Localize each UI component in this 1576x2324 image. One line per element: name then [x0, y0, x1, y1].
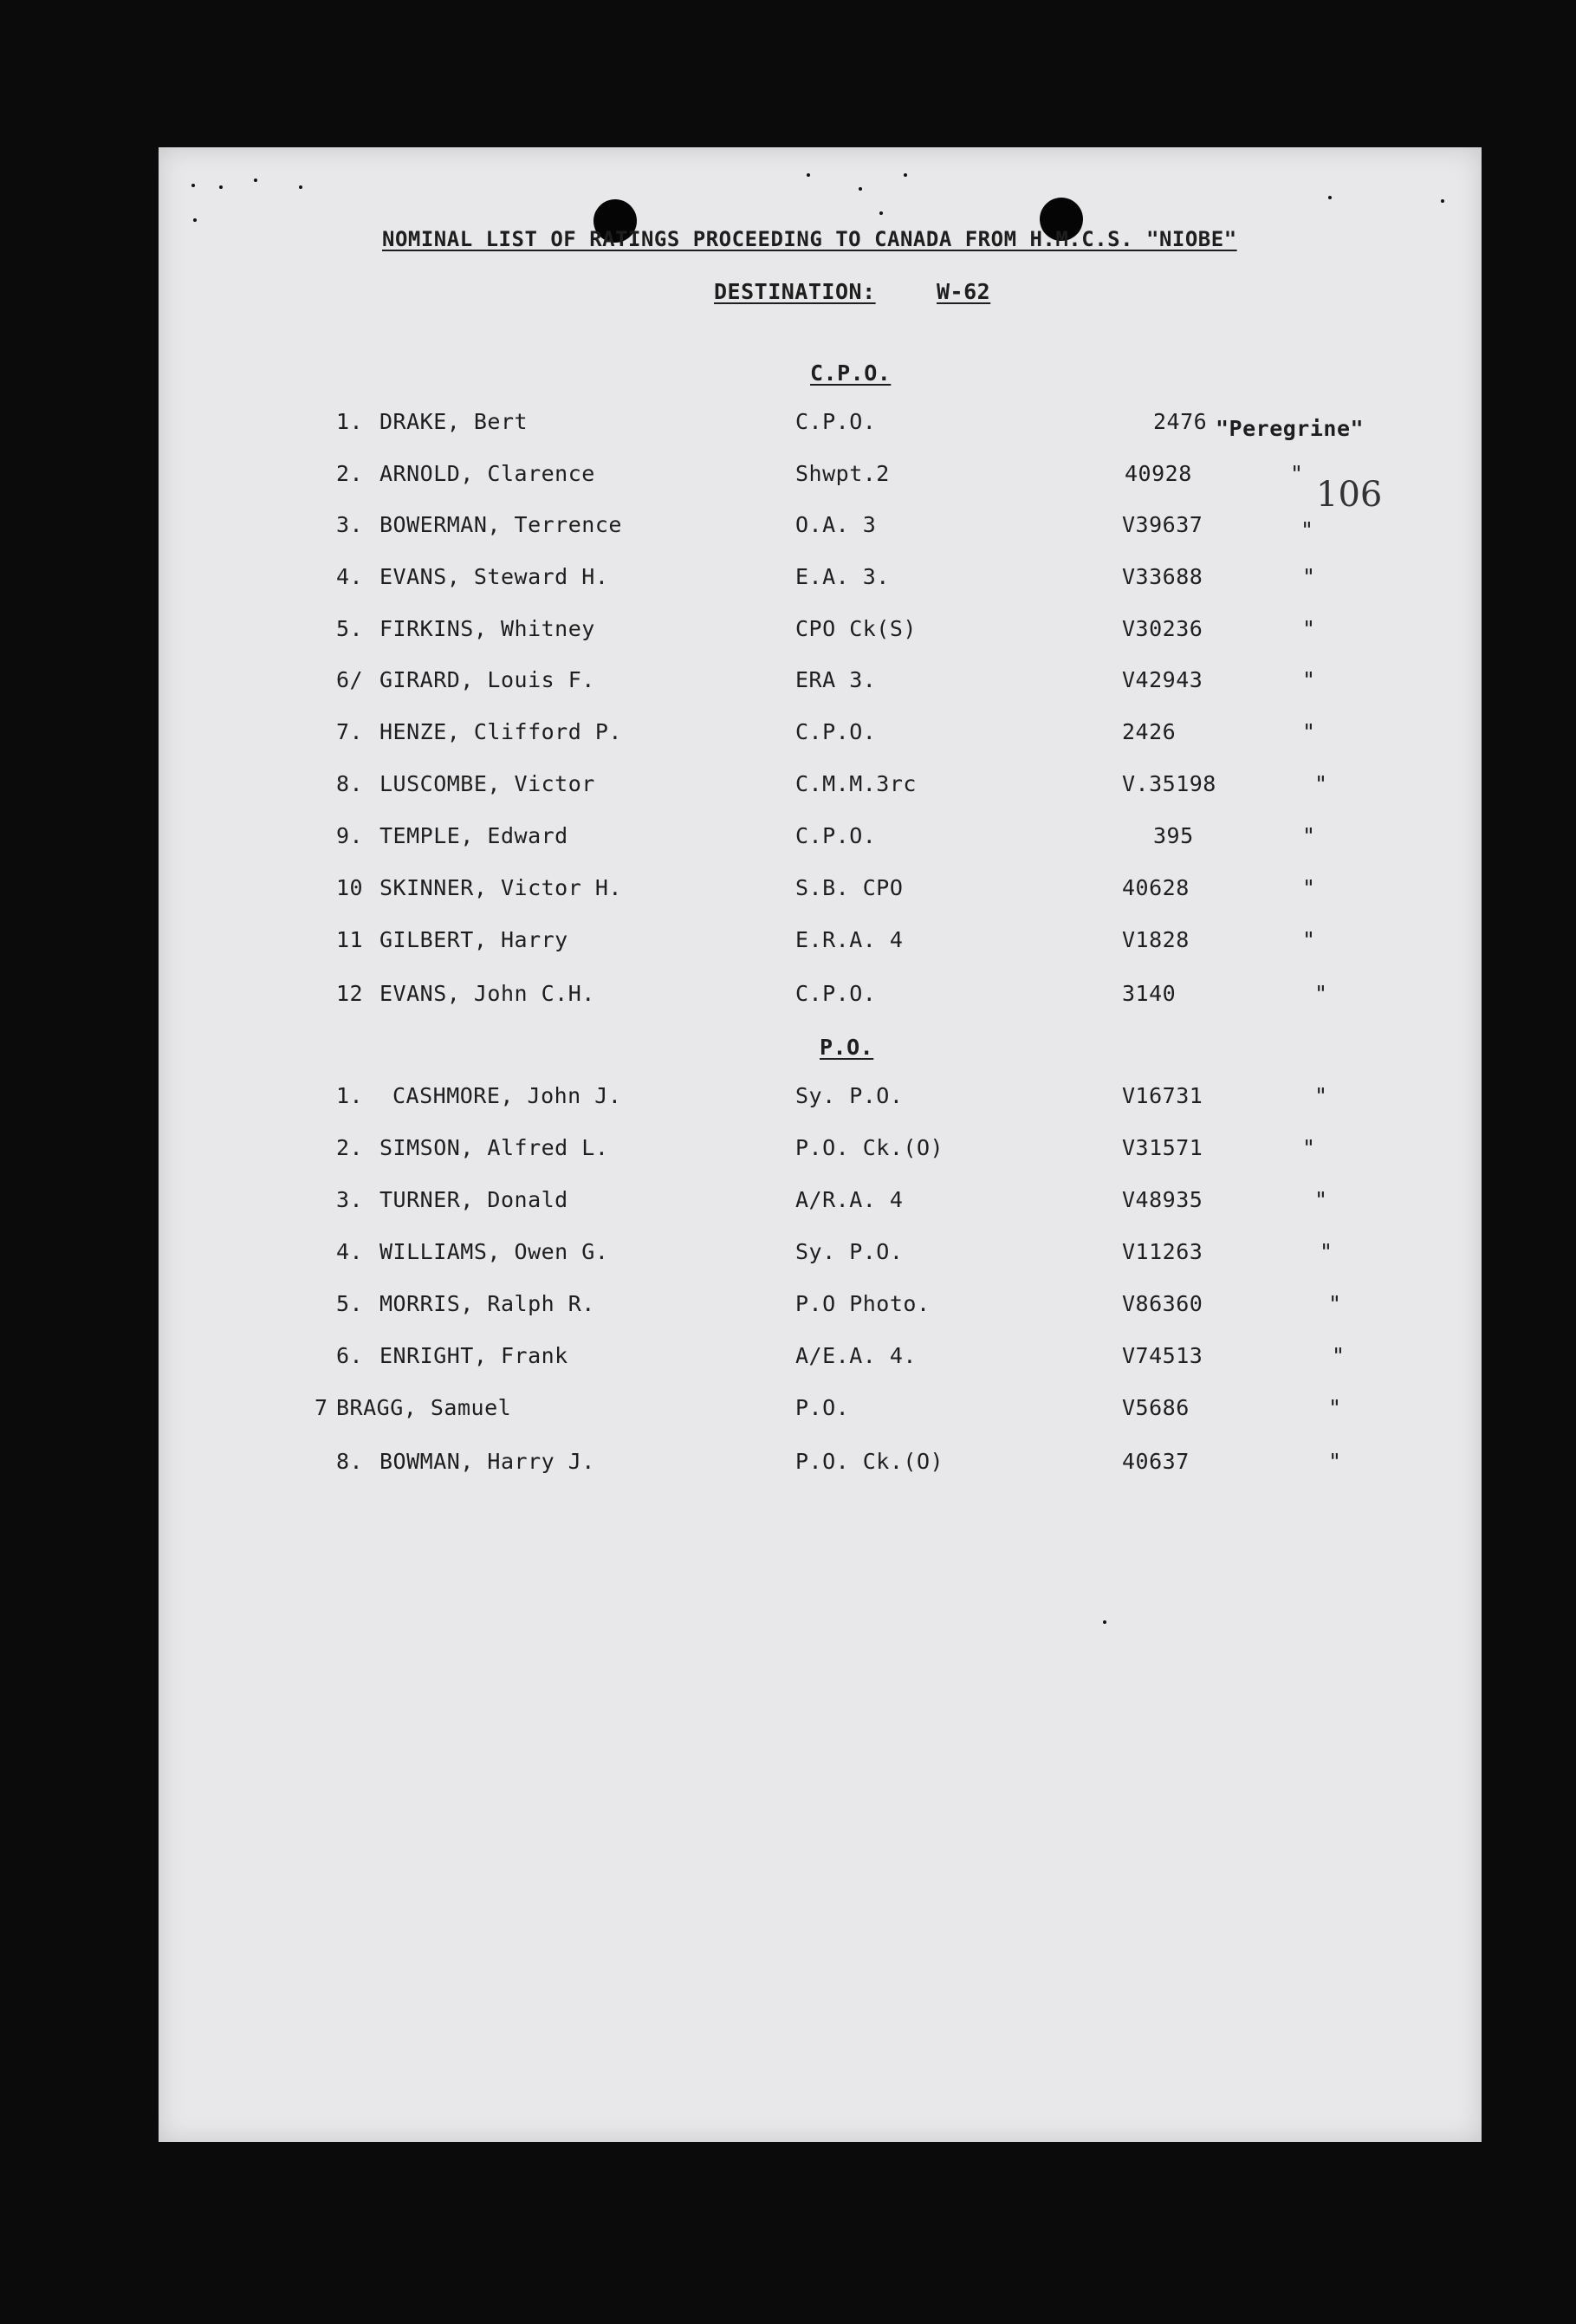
- item-ship: ": [1314, 1083, 1328, 1108]
- speck: [859, 187, 862, 191]
- item-official-number: V86360: [1122, 1291, 1203, 1316]
- item-number: 2.: [336, 1135, 364, 1160]
- item-rating: P.O Photo.: [795, 1291, 931, 1316]
- item-number: 6.: [336, 1343, 364, 1368]
- item-official-number: 40637: [1122, 1449, 1190, 1474]
- item-number: 4.: [336, 564, 364, 589]
- item-ship: ": [1320, 1239, 1333, 1264]
- item-rating: C.M.M.3rc: [795, 771, 917, 796]
- speck: [904, 173, 907, 177]
- item-number: 11: [336, 927, 364, 952]
- item-ship: ": [1302, 1135, 1316, 1160]
- item-name: ENRIGHT, Frank: [379, 1343, 568, 1368]
- item-name: GIRARD, Louis F.: [379, 667, 595, 692]
- item-official-number: V42943: [1122, 667, 1203, 692]
- item-rating: A/R.A. 4: [795, 1187, 904, 1212]
- list-item: [159, 771, 1482, 806]
- item-ship: ": [1328, 1395, 1342, 1420]
- item-official-number: V.35198: [1122, 771, 1216, 796]
- item-name: FIRKINS, Whitney: [379, 616, 595, 641]
- item-official-number: V5686: [1122, 1395, 1190, 1420]
- item-name: HENZE, Clifford P.: [379, 719, 622, 744]
- speck: [807, 173, 810, 177]
- speck: [1328, 196, 1332, 199]
- item-number: 2.: [336, 461, 364, 486]
- item-ship: ": [1302, 927, 1316, 952]
- item-name: GILBERT, Harry: [379, 927, 568, 952]
- speck: [299, 185, 302, 189]
- item-number: 7: [315, 1395, 328, 1420]
- item-name: EVANS, Steward H.: [379, 564, 609, 589]
- list-item: [159, 823, 1482, 858]
- list-item: [159, 927, 1482, 962]
- speck: [191, 184, 195, 187]
- item-number: 10: [336, 875, 364, 900]
- item-rating: P.O.: [795, 1395, 850, 1420]
- section-heading-po: P.O.: [820, 1035, 874, 1060]
- list-item: [159, 1449, 1482, 1483]
- item-official-number: V30236: [1122, 616, 1203, 641]
- item-rating: P.O. Ck.(O): [795, 1135, 944, 1160]
- item-official-number: V33688: [1122, 564, 1203, 589]
- item-number: 4.: [336, 1239, 364, 1264]
- list-item: [159, 616, 1482, 651]
- list-item: [159, 564, 1482, 599]
- item-name: TURNER, Donald: [379, 1187, 568, 1212]
- item-rating: E.R.A. 4: [795, 927, 904, 952]
- item-rating: S.B. CPO: [795, 875, 904, 900]
- item-name: CASHMORE, John J.: [392, 1083, 622, 1108]
- item-official-number: 40928: [1125, 461, 1192, 486]
- destination-label: DESTINATION:: [714, 279, 876, 304]
- item-rating: C.P.O.: [795, 823, 877, 848]
- list-item: [159, 1239, 1482, 1274]
- item-ship: ": [1302, 564, 1316, 589]
- item-official-number: 2476: [1153, 409, 1208, 434]
- list-item: [159, 461, 1482, 496]
- list-item: [159, 667, 1482, 702]
- item-ship: ": [1302, 667, 1316, 692]
- item-number: 12: [336, 981, 364, 1006]
- item-rating: Sy. P.O.: [795, 1083, 904, 1108]
- item-ship: ": [1302, 823, 1316, 848]
- item-number: 7.: [336, 719, 364, 744]
- item-ship: ": [1290, 461, 1304, 486]
- item-rating: CPO Ck(S): [795, 616, 917, 641]
- item-official-number: V16731: [1122, 1083, 1203, 1108]
- item-rating: A/E.A. 4.: [795, 1343, 917, 1368]
- item-ship: "Peregrine": [1216, 416, 1365, 441]
- item-ship: ": [1328, 1449, 1342, 1474]
- item-number: 6/: [336, 667, 364, 692]
- speck: [1103, 1620, 1106, 1624]
- speck: [219, 185, 223, 189]
- document-title: NOMINAL LIST OF RATINGS PROCEEDING TO CANADA FROM H.M.C.S. "NIOBE": [382, 227, 1237, 251]
- item-ship: ": [1314, 771, 1328, 796]
- item-rating: C.P.O.: [795, 719, 877, 744]
- item-number: 5.: [336, 616, 364, 641]
- item-official-number: 3140: [1122, 981, 1177, 1006]
- item-name: WILLIAMS, Owen G.: [379, 1239, 609, 1264]
- item-rating: E.A. 3.: [795, 564, 890, 589]
- list-item: [159, 409, 1482, 444]
- list-item: [159, 1395, 1482, 1430]
- section-heading-cpo: C.P.O.: [810, 360, 892, 386]
- item-name: BRAGG, Samuel: [336, 1395, 512, 1420]
- list-item: [159, 512, 1482, 547]
- speck: [1441, 199, 1444, 203]
- item-number: 3.: [336, 1187, 364, 1212]
- item-ship: ": [1332, 1343, 1346, 1368]
- list-item: [159, 1291, 1482, 1326]
- speck: [193, 218, 197, 222]
- item-official-number: V31571: [1122, 1135, 1203, 1160]
- item-rating: C.P.O.: [795, 409, 877, 434]
- item-official-number: V74513: [1122, 1343, 1203, 1368]
- item-name: ARNOLD, Clarence: [379, 461, 595, 486]
- item-official-number: 395: [1153, 823, 1194, 848]
- folio-number: 106: [1316, 475, 1383, 515]
- list-item: [159, 719, 1482, 754]
- speck: [879, 211, 883, 215]
- item-name: EVANS, John C.H.: [379, 981, 595, 1006]
- item-number: 1.: [336, 409, 364, 434]
- document-page: [159, 147, 1482, 2142]
- item-number: 5.: [336, 1291, 364, 1316]
- item-official-number: V39637: [1122, 512, 1203, 537]
- item-name: BOWERMAN, Terrence: [379, 512, 622, 537]
- list-item: [159, 875, 1482, 910]
- item-official-number: V11263: [1122, 1239, 1203, 1264]
- list-item: [159, 1343, 1482, 1378]
- item-name: BOWMAN, Harry J.: [379, 1449, 595, 1474]
- destination-value: W-62: [937, 279, 991, 304]
- item-number: 8.: [336, 1449, 364, 1474]
- item-rating: O.A. 3: [795, 512, 877, 537]
- item-number: 3.: [336, 512, 364, 537]
- list-item: [159, 1135, 1482, 1170]
- item-name: MORRIS, Ralph R.: [379, 1291, 595, 1316]
- item-number: 1.: [336, 1083, 364, 1108]
- list-item: [159, 1187, 1482, 1222]
- item-rating: C.P.O.: [795, 981, 877, 1006]
- item-ship: ": [1314, 1187, 1328, 1212]
- item-ship: ": [1314, 981, 1328, 1006]
- item-number: 8.: [336, 771, 364, 796]
- item-official-number: V48935: [1122, 1187, 1203, 1212]
- item-name: SKINNER, Victor H.: [379, 875, 622, 900]
- item-official-number: V1828: [1122, 927, 1190, 952]
- item-name: DRAKE, Bert: [379, 409, 529, 434]
- item-number: 9.: [336, 823, 364, 848]
- item-ship: ": [1302, 616, 1316, 641]
- item-rating: Sy. P.O.: [795, 1239, 904, 1264]
- item-official-number: 2426: [1122, 719, 1177, 744]
- item-rating: P.O. Ck.(O): [795, 1449, 944, 1474]
- item-ship: ": [1302, 875, 1316, 900]
- item-rating: ERA 3.: [795, 667, 877, 692]
- speck: [254, 179, 257, 182]
- item-name: LUSCOMBE, Victor: [379, 771, 595, 796]
- item-ship: ": [1328, 1291, 1342, 1316]
- item-rating: Shwpt.2: [795, 461, 890, 486]
- item-name: TEMPLE, Edward: [379, 823, 568, 848]
- item-official-number: 40628: [1122, 875, 1190, 900]
- item-ship: ": [1302, 719, 1316, 744]
- list-item: [159, 981, 1482, 1016]
- item-name: SIMSON, Alfred L.: [379, 1135, 609, 1160]
- item-ship: ": [1300, 517, 1314, 542]
- list-item: [159, 1083, 1482, 1118]
